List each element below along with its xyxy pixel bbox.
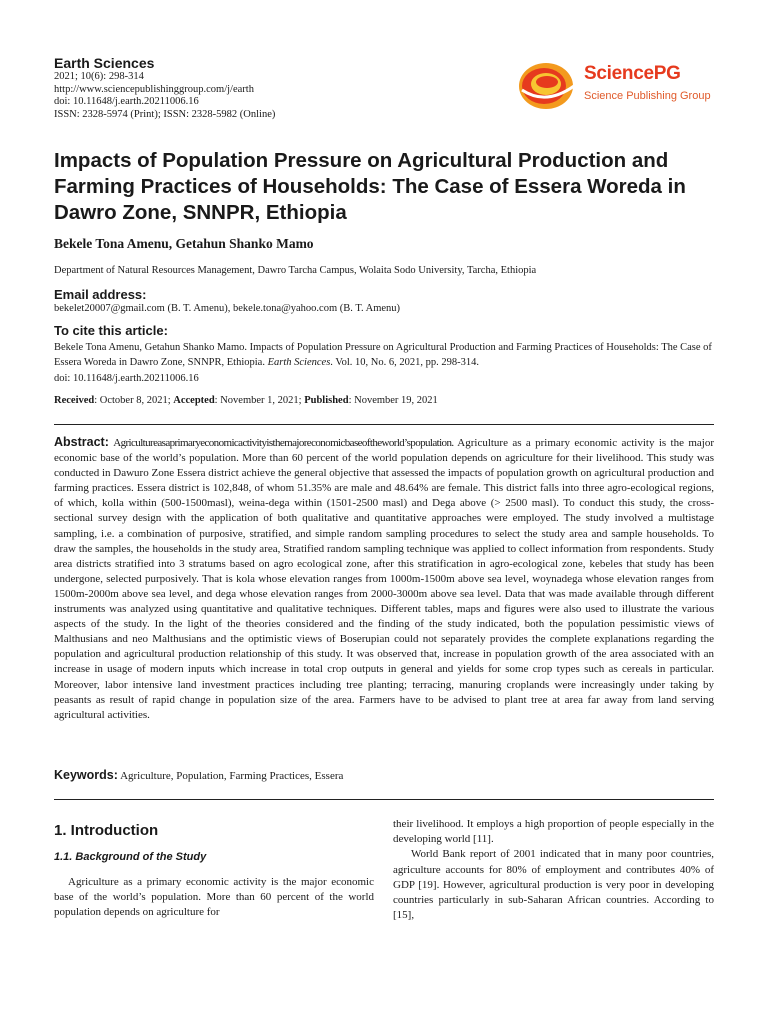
journal-doi[interactable]: doi: 10.11648/j.earth.20211006.16 (54, 96, 199, 108)
intro-right-paragraph-1: their livelihood. It employs a high proportion of people especially in the developing world [11]. (393, 818, 714, 846)
article-affiliation: Department of Natural Resources Management, Dawro Tarcha Campus, Wolaita Sodo University, Tarcha, Ethiopia (54, 265, 537, 276)
journal-header (54, 55, 474, 121)
received-date: : October 8, 2021; (94, 395, 174, 406)
cite-doi[interactable]: doi: 10.11648/j.earth.20211006.16 (54, 372, 199, 384)
journal-url[interactable]: http://www.sciencepublishinggroup.com/j/earth (54, 83, 254, 95)
abstract-first-run: Agricultureasaprimaryeconomicactivityisthemajoreconomicbaseoftheworld’spopulation. (113, 437, 454, 449)
intro-subheading: 1.1. Background of the Study (54, 851, 207, 863)
publisher-name: SciencePG (584, 63, 681, 84)
keywords-text: Agriculture, Population, Farming Practices, Essera (120, 770, 344, 782)
cite-text-main: Bekele Tona Amenu, Getahun Shanko Mamo. Impacts of Population Pressure on Agricultural Production and Farming Practices of Households: The Case of Essera Woreda in Dawro Zone, SNNPR, Ethiopia. (54, 342, 712, 369)
abstract-body: Agriculture as a primary economic activity is the major economic base of the world’s population. More than 60 percent of the world population depends on agriculture for their livelihood. This study was conducted in Dawuro Zone Essera district achieve the general objective that assessed the impacts of population growth on agricultural production and farming practices. Essera district is 102,848, of whom 51.35% are male and 48.64% are female. This district falls into three agro-ecological regions, of which, kolla within (500-1500masl), weina-dega within (1501-2500 masl) and Dega above (> 2500 masl). To conduct this study, the cross-sectional survey design with the application of both qualitative and quantitative approaches were employed. The study involved a multistage sampling, i.e. a combination of purposive, stratified, and simple random sampling procedures to select the study area and sample households. To draw the samples, the households in the study area, Stratified random sampling technique was applied to collect information from respondents. Study area districts stratified into 3 stratums based on agro ecological zone, after this stratification in agro-ecological zone, kebeles that study has been undergone, selected purposively. That is kola whose elevation ranges from 1000m-1500m above sea level, woynadega whose elevation ranges from 1500m-2000m above sea level, and dega whose elevation ranges from 2000-3000m above sea level. Data that was made available through different instruments was analyzed using quantitative and qualitative techniques. Different tables, maps and figures were also used to illustrate the various aspects of the study. In the light of the theories considered and the finding of the study indicated, both the population pessimistic views of Malthusians and neo Malthusians and the optimistic views of Boserupian could not separately provides the complete explanations regarding the population and agricultural production relationship of this study. It was observed that, increase in population growth of the area associated with an increase in usage of modern inputs which increase in total crop outputs in general and yields for some crop types such as cereals in particular. Moreover, labor intensive land investment practices including tree planting; terracing, manuring croplands were increasingly under taking by peasants as result of rapid change in population size of the area. Farmers have to be advised to plant tree at area far away from land serving agricultural activities. (54, 437, 714, 721)
publisher-tagline: Science Publishing Group (584, 90, 711, 102)
cite-volume: . Vol. 10, No. 6, 2021, pp. 298-314. (330, 357, 479, 369)
abstract (54, 435, 714, 723)
article-dates (54, 395, 438, 406)
accepted-date: : November 1, 2021; (214, 395, 305, 406)
published-date: : November 19, 2021 (348, 395, 438, 406)
cite-text (54, 340, 722, 386)
published-label: Published (304, 395, 349, 406)
publisher-logo (516, 60, 716, 112)
abstract-label: Abstract: (54, 435, 109, 449)
journal-issn: ISSN: 2328-5974 (Print); ISSN: 2328-5982 (Online) (54, 108, 276, 120)
intro-right-paragraph-2: World Bank report of 2001 indicated that in many poor countries, agriculture accounts for 80% of employment and contributes 40% of GDP [19]. However, agricultural production is very poor in developing countries particularly in sub-Saharan African countries. According to [15], (393, 848, 714, 922)
intro-left-paragraph: Agriculture as a primary economic activity is the major economic base of the world’s population. More than 60 percent of the world population depends on agriculture for (54, 876, 374, 919)
cite-heading: To cite this article: (54, 323, 168, 338)
accepted-label: Accepted (173, 395, 215, 406)
keywords (54, 768, 343, 782)
intro-right-column (393, 817, 714, 923)
divider-bottom (54, 799, 714, 800)
sciencepg-logo-icon (516, 60, 580, 112)
article-authors: Bekele Tona Amenu, Getahun Shanko Mamo (54, 236, 314, 251)
journal-name: Earth Sciences (54, 55, 155, 71)
email-heading: Email address: (54, 287, 147, 302)
intro-heading: 1. Introduction (54, 822, 159, 839)
article-title: Impacts of Population Pressure on Agricultural Production and Farming Practices of Households: The Case of Essera Woreda in Dawro Zone, SNNPR, Ethiopia (54, 149, 686, 224)
email-addresses[interactable]: bekelet20007@gmail.com (B. T. Amenu), bekele.tona@yahoo.com (B. T. Amenu) (54, 303, 401, 314)
keywords-label: Keywords: (54, 768, 118, 782)
journal-issue: 2021; 10(6): 298-314 (54, 71, 144, 82)
divider-top (54, 424, 714, 425)
cite-journal: Earth Sciences (267, 357, 331, 369)
received-label: Received (54, 395, 95, 406)
